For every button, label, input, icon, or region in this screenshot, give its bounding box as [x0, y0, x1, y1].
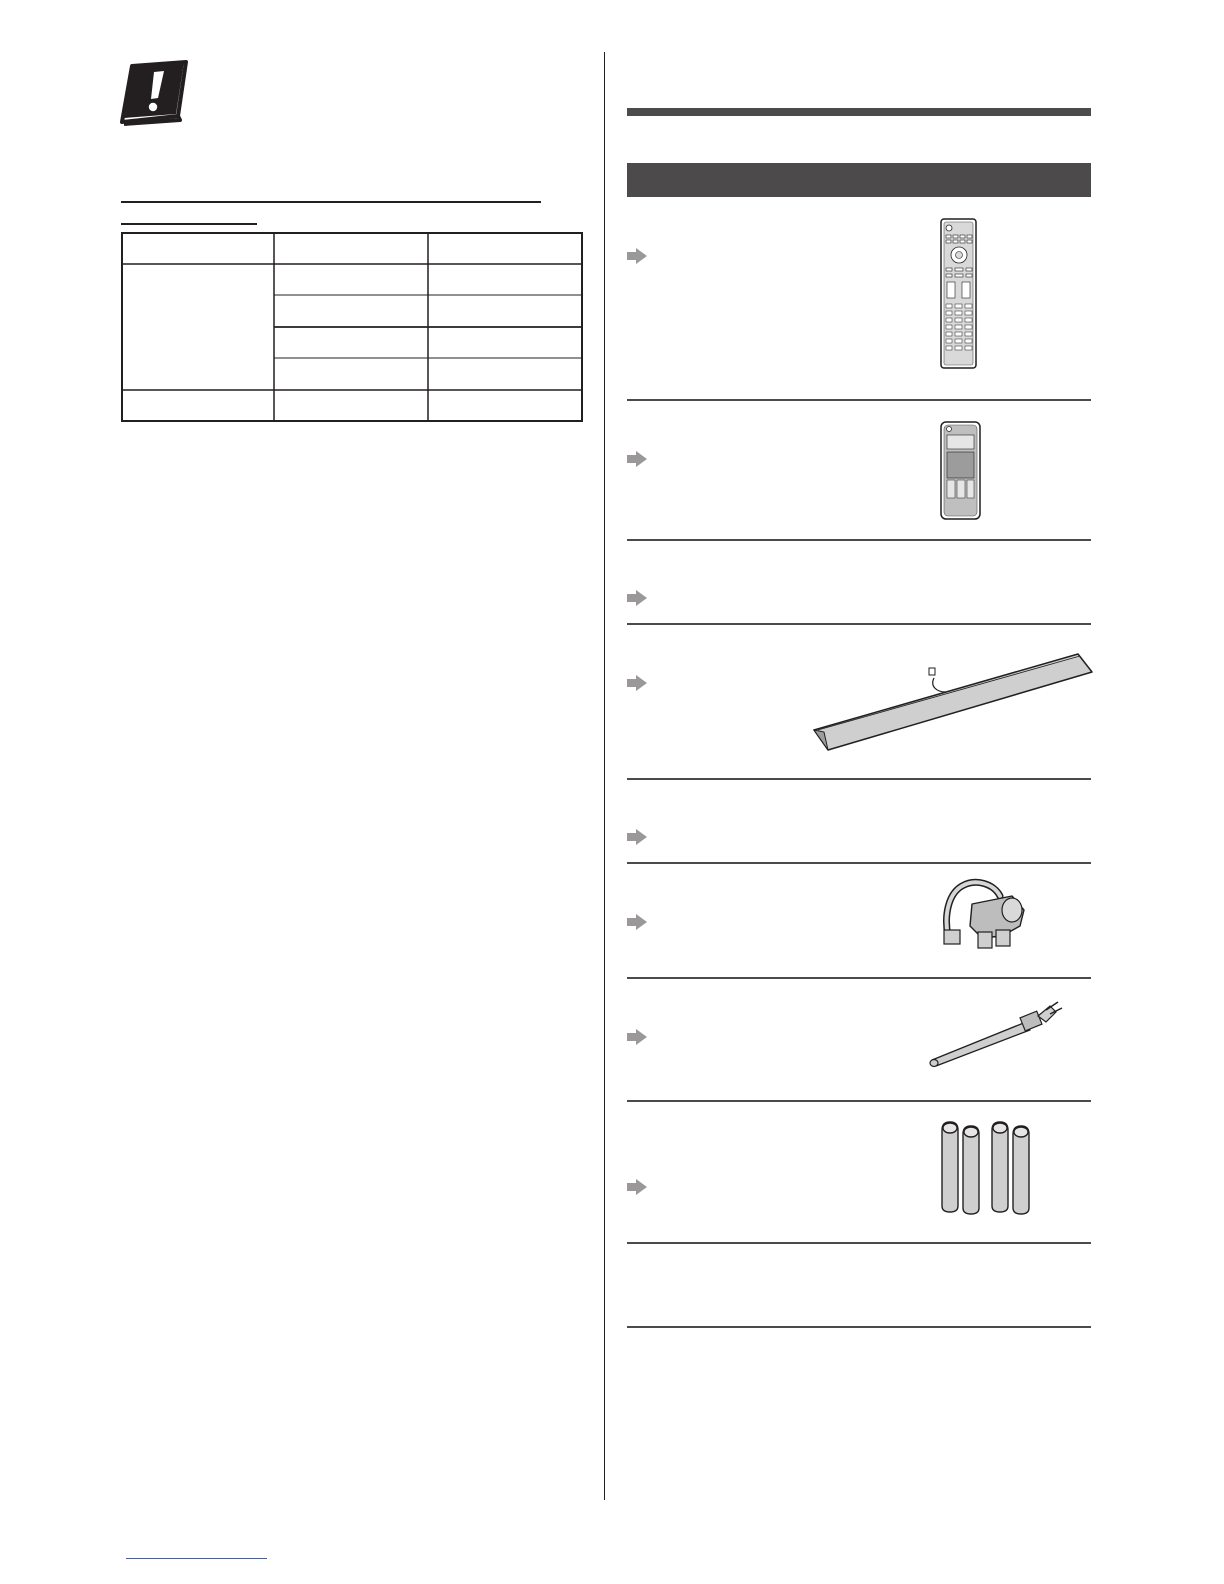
- row-separator: [627, 399, 1091, 401]
- footer-link-underline[interactable]: [126, 1558, 267, 1559]
- row-separator: [627, 539, 1091, 541]
- spec-table: [121, 232, 583, 422]
- arrow-right-icon: [627, 1029, 647, 1045]
- heading-bar: [627, 108, 1091, 116]
- subsection-rule: [121, 223, 257, 225]
- touch-pad-controller-icon: [940, 421, 982, 521]
- stand-bar-icon: [810, 648, 1094, 754]
- cable-tie-icon: [926, 1000, 1064, 1068]
- arrow-right-icon: [627, 248, 647, 264]
- section-header-bar: [627, 163, 1091, 197]
- remote-control-icon: [940, 218, 978, 370]
- row-separator: [627, 778, 1091, 780]
- section-rule: [121, 201, 541, 203]
- row-separator: [627, 1242, 1091, 1244]
- batteries-icon: [938, 1118, 1038, 1216]
- arrow-right-icon: [627, 451, 647, 467]
- arrow-right-icon: [627, 914, 647, 930]
- row-separator: [627, 1100, 1091, 1102]
- arrow-right-icon: [627, 590, 647, 606]
- arrow-right-icon: [627, 675, 647, 691]
- table-bottom-rule: [627, 1326, 1091, 1328]
- arrow-right-icon: [627, 829, 647, 845]
- row-separator: [627, 623, 1091, 625]
- caution-book-icon: [118, 58, 190, 128]
- arrow-right-icon: [627, 1179, 647, 1195]
- column-divider: [604, 52, 605, 1500]
- cable-clamp-icon: [942, 876, 1028, 952]
- row-separator: [627, 977, 1091, 979]
- row-separator: [627, 862, 1091, 864]
